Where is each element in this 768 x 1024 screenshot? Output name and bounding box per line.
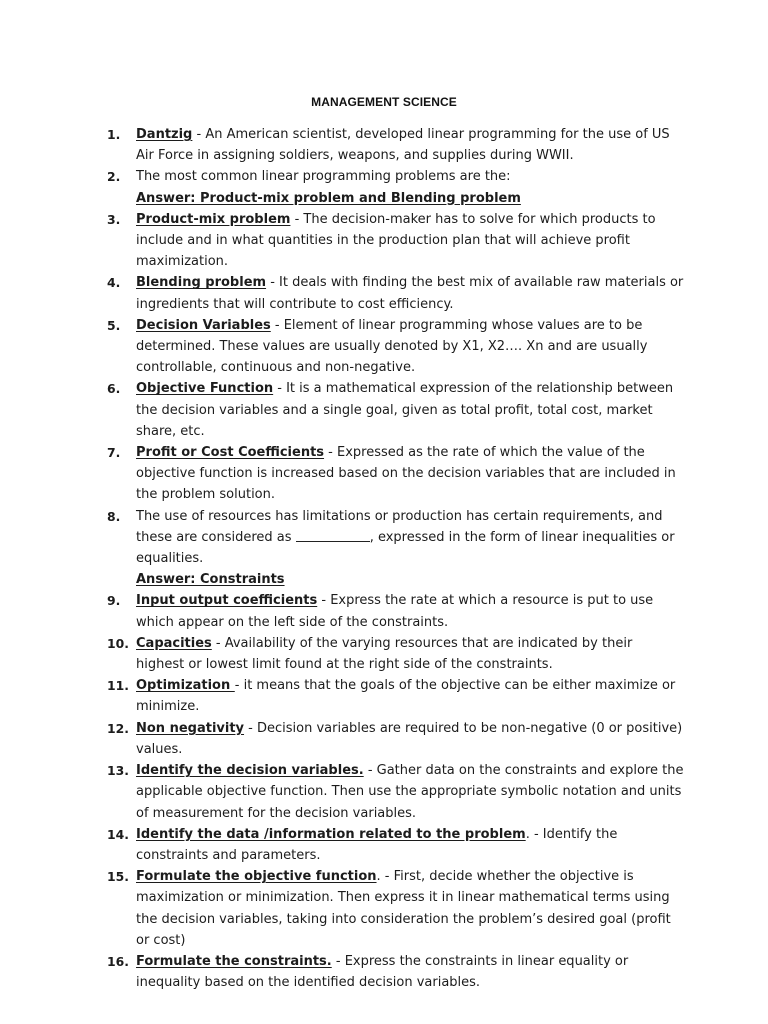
item-text: - Gather data on the constraints and explore the applicable objective function. Then use the appropriate symbolic notation and units of measurement for the decision variables. — [136, 763, 684, 821]
item-number: 11. — [107, 678, 129, 694]
list-item-16 — [0, 951, 768, 993]
item-answer: Answer: Product-mix problem and Blending problem — [136, 190, 521, 206]
item-term: Product-mix problem — [136, 211, 291, 227]
item-number: 4. — [107, 275, 121, 291]
list-item-11 — [0, 675, 768, 717]
item-number: 9. — [107, 593, 121, 609]
item-term: Blending problem — [136, 275, 267, 291]
item-text: - It is a mathematical expression of the relationship between the decision variables and a single goal, given as total profit, total cost, market share, etc. — [136, 381, 674, 439]
item-text: - Express the rate at which a resource is put to use which appear on the left side of the constraints. — [136, 593, 654, 630]
item-text: - It deals with finding the best mix of available raw materials or ingredients that will contribute to cost efficiency. — [136, 275, 684, 312]
item-term: Capacities — [136, 635, 212, 651]
list-item-10 — [0, 633, 768, 675]
item-term: Formulate the constraints. — [136, 953, 332, 969]
definition-list — [0, 124, 768, 993]
item-text: . - Identify the constraints and parameters. — [136, 826, 618, 863]
item-text: The use of resources has limitations or production has certain requirements, and these are considered as — [136, 508, 663, 545]
item-term: Non negativity — [136, 720, 245, 736]
item-term: Formulate the objective function — [136, 869, 377, 885]
document-title: MANAGEMENT SCIENCE — [311, 95, 457, 109]
item-text: . - First, decide whether the objective is maximization or minimization. Then express it in linear mathematical terms using the decision variables, taking into consideration the problem’s desired goal (profit or cost) — [136, 869, 671, 948]
item-term: Decision Variables — [136, 317, 271, 333]
item-number: 16. — [107, 953, 129, 969]
list-item-9 — [0, 590, 768, 632]
list-item-3 — [0, 209, 768, 273]
item-number: 14. — [107, 826, 129, 842]
fill-in-blank — [296, 529, 370, 542]
item-number: 12. — [107, 720, 129, 736]
item-text: The most common linear programming problems are the: — [136, 169, 511, 185]
item-number: 13. — [107, 763, 129, 779]
list-item-15 — [0, 866, 768, 951]
item-text-continued: , expressed in the form of linear inequalities or equalities. — [136, 529, 675, 567]
item-text: - An American scientist, developed linear programming for the use of US Air Force in assigning soldiers, weapons, and supplies during WWII. — [136, 127, 670, 164]
item-text: - The decision-maker has to solve for which products to include and in what quantities in the production plan that will achieve profit maximization. — [136, 211, 656, 270]
item-number: 2. — [107, 169, 121, 185]
item-number: 7. — [107, 445, 121, 461]
list-item-12 — [0, 718, 768, 760]
item-number: 3. — [107, 211, 121, 227]
item-term: Input output coefficients — [136, 593, 318, 609]
item-text: - Availability of the varying resources that are indicated by their highest or lowest limit found at the right side of the constraints. — [136, 635, 633, 673]
list-item-8 — [0, 506, 768, 591]
list-item-5 — [0, 315, 768, 379]
item-text: - Decision variables are required to be non-negative (0 or positive) values. — [136, 720, 683, 757]
item-number: 10. — [107, 635, 129, 651]
item-text: - Element of linear programming whose values are to be determined. These values are usually denoted by X1, X2…. Xn and are usually controllable, continuous and non-negative. — [136, 317, 648, 376]
item-answer: Answer: Constraints — [136, 572, 285, 588]
list-item-2 — [0, 166, 768, 208]
item-number: 1. — [107, 127, 121, 142]
item-term: Dantzig — [136, 127, 193, 142]
item-text: - Expressed as the rate of which the value of the objective function is increased based on the decision variables that are included in the problem solution. — [136, 445, 676, 503]
item-term: Optimization — [136, 678, 235, 694]
list-item-1 — [0, 124, 768, 166]
item-term: Identify the decision variables. — [136, 763, 364, 779]
list-item-14 — [0, 824, 768, 866]
list-item-4 — [0, 272, 768, 314]
item-number: 15. — [107, 869, 129, 885]
item-number: 8. — [107, 508, 121, 524]
list-item-13 — [0, 760, 768, 824]
item-text: - Express the constraints in linear equality or inequality based on the identified decision variables. — [136, 953, 629, 991]
item-term: Objective Function — [136, 381, 274, 397]
item-number: 6. — [107, 381, 121, 397]
item-text: - it means that the goals of the objective can be either maximize or minimize. — [136, 678, 676, 715]
list-item-6 — [0, 378, 768, 442]
item-term: Profit or Cost Coefficients — [136, 445, 325, 461]
item-number: 5. — [107, 317, 121, 333]
list-item-7 — [0, 442, 768, 506]
item-term: Identify the data /information related to the problem — [136, 826, 526, 842]
